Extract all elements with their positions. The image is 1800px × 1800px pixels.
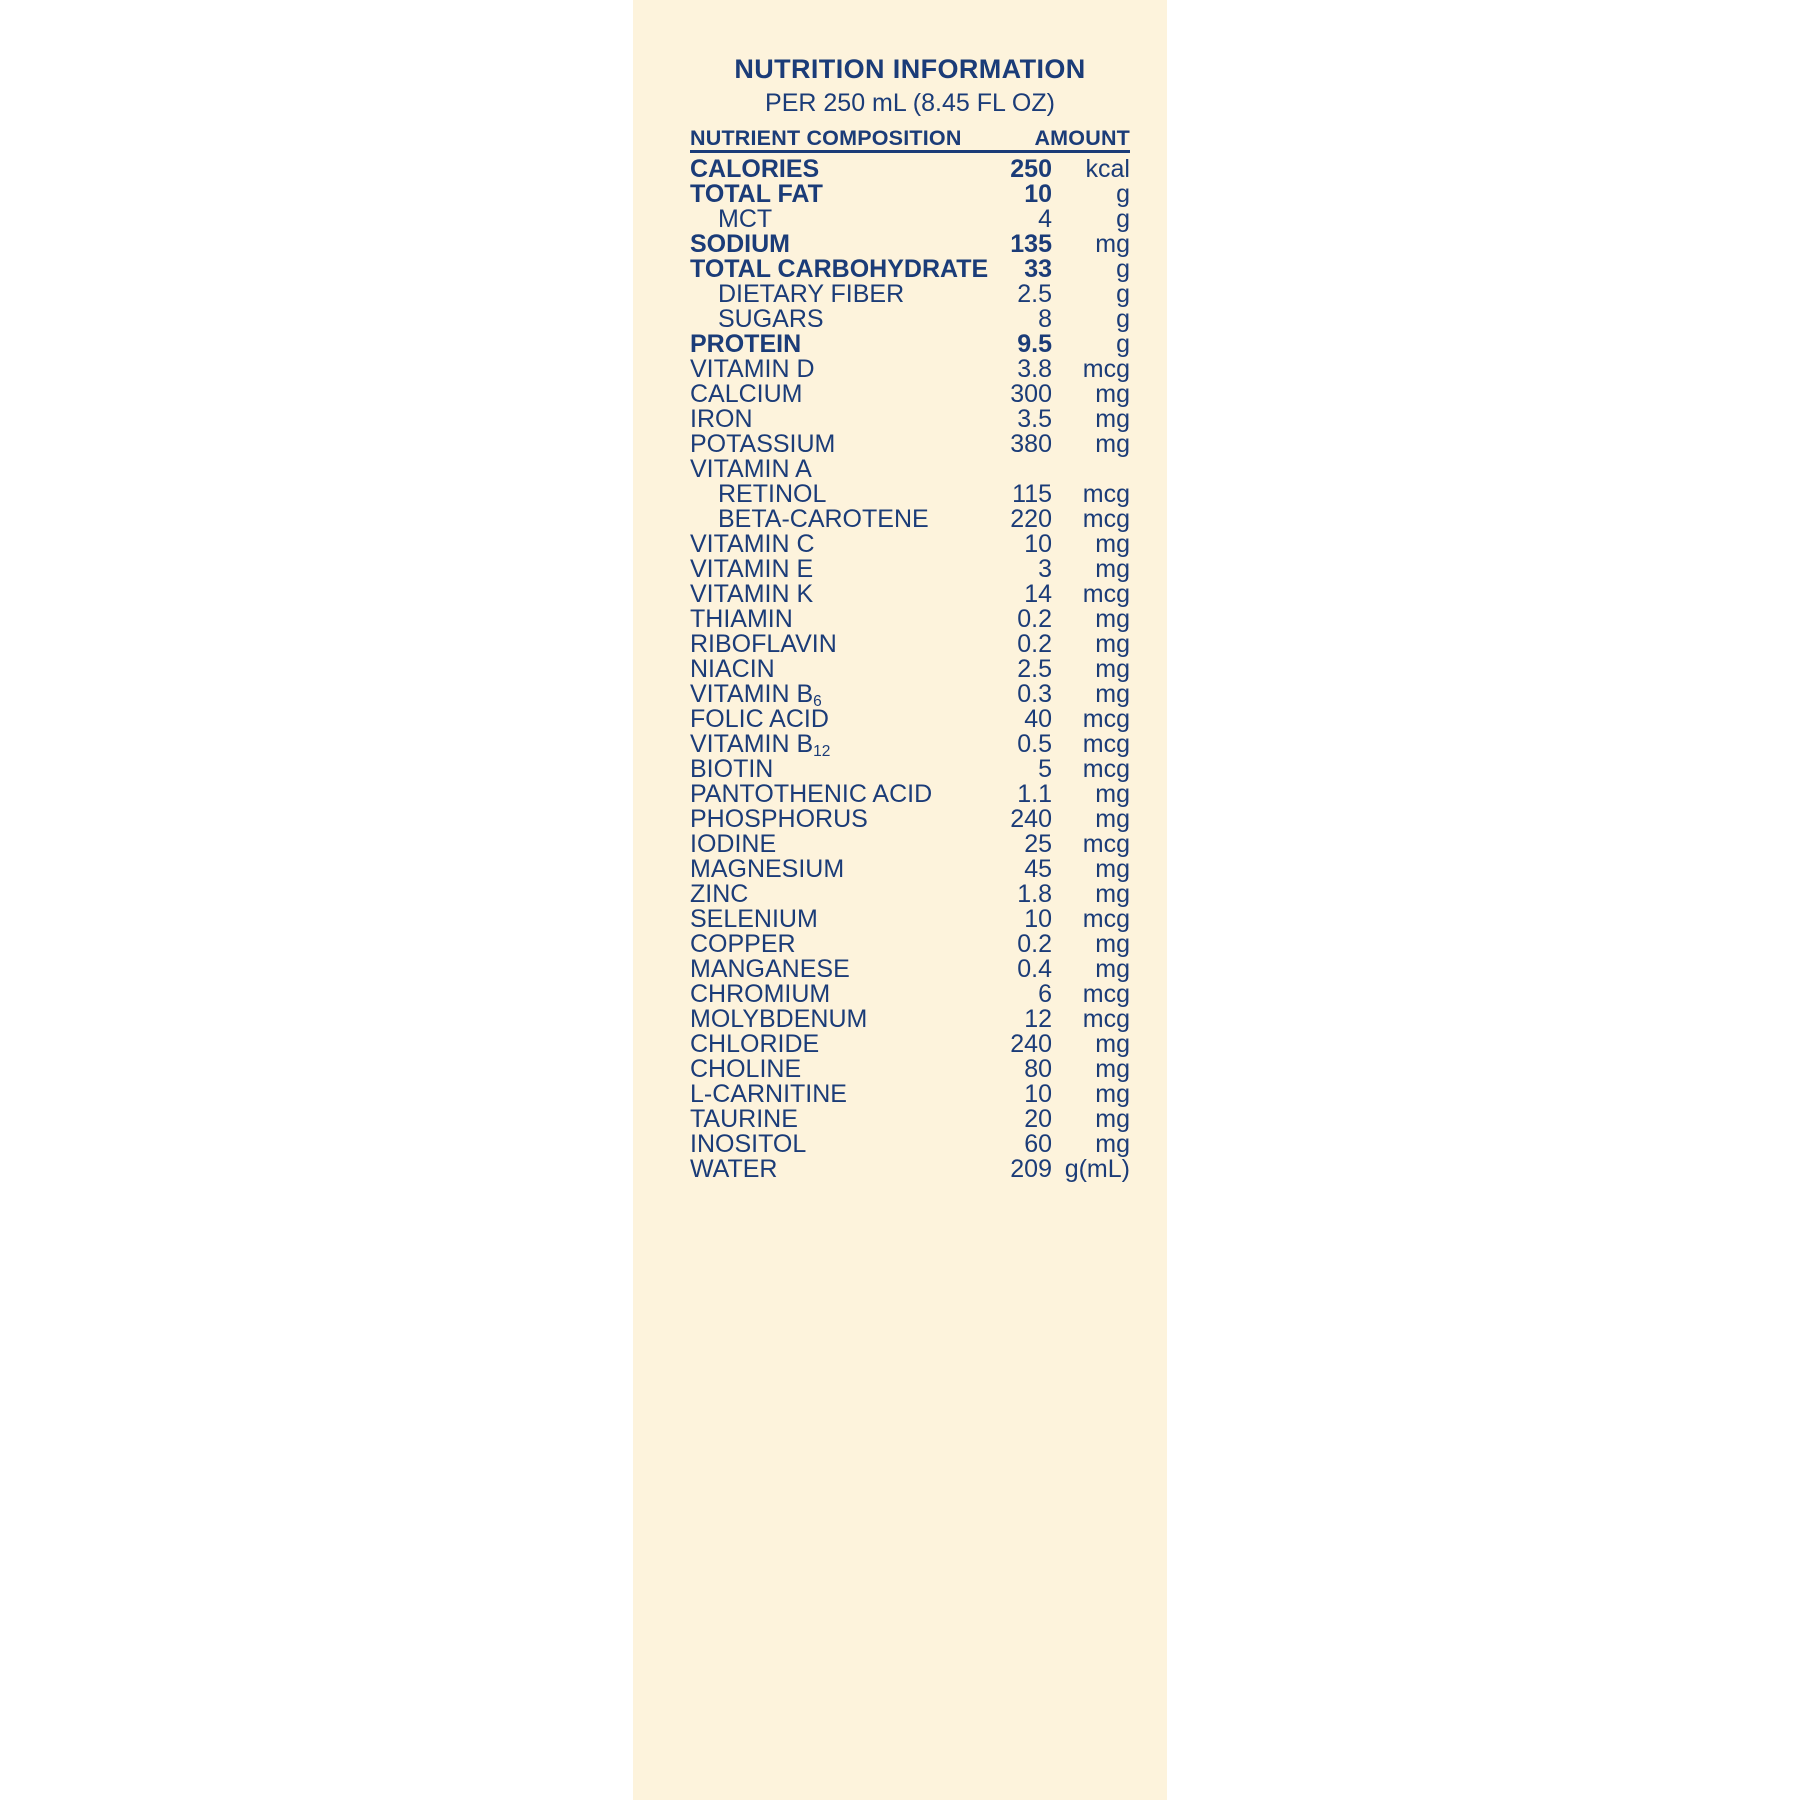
nutrient-amount: 5 — [1038, 754, 1052, 783]
table-row — [690, 807, 1130, 832]
nutrient-unit: g — [1116, 329, 1130, 358]
nutrient-amount: 10 — [1024, 1079, 1052, 1108]
table-row — [690, 282, 1130, 307]
nutrient-amount: 250 — [1010, 154, 1052, 183]
table-row — [690, 632, 1130, 657]
nutrient-name: CHLORIDE — [690, 1029, 820, 1058]
nutrient-unit: mg — [1095, 779, 1130, 808]
table-row — [690, 407, 1130, 432]
nutrient-name: TAURINE — [690, 1104, 798, 1133]
nutrient-amount: 380 — [1010, 429, 1052, 458]
nutrient-name: TOTAL FAT — [690, 179, 823, 208]
nutrient-name: BIOTIN — [690, 754, 774, 783]
table-row — [690, 1082, 1130, 1107]
table-row — [690, 607, 1130, 632]
nutrient-amount: 135 — [1010, 229, 1052, 258]
table-row — [690, 957, 1130, 982]
table-row — [690, 782, 1130, 807]
nutrient-unit: mg — [1095, 229, 1130, 258]
nutrient-name: NIACIN — [690, 654, 775, 683]
column-header-amount: AMOUNT — [1000, 128, 1130, 151]
table-row — [690, 1057, 1130, 1082]
nutrition-information-label — [690, 55, 1130, 1182]
nutrient-amount: 45 — [1024, 854, 1052, 883]
table-row — [690, 757, 1130, 782]
nutrient-unit: mg — [1095, 1029, 1130, 1058]
nutrient-name: FOLIC ACID — [690, 704, 829, 733]
nutrient-unit: mg — [1095, 854, 1130, 883]
nutrient-name: INOSITOL — [690, 1129, 807, 1158]
nutrient-amount: 80 — [1024, 1054, 1052, 1083]
nutrient-amount: 2.5 — [1017, 279, 1052, 308]
table-row — [690, 382, 1130, 407]
nutrient-amount: 8 — [1038, 304, 1052, 333]
nutrient-unit: mg — [1095, 1104, 1130, 1133]
table-row — [690, 907, 1130, 932]
nutrient-amount: 115 — [1012, 479, 1052, 508]
table-row — [690, 1107, 1130, 1132]
nutrient-amount: 33 — [1024, 254, 1052, 283]
table-row — [690, 1132, 1130, 1157]
nutrient-amount: 60 — [1024, 1129, 1052, 1158]
nutrient-amount: 240 — [1010, 804, 1052, 833]
nutrient-name: L-CARNITINE — [690, 1079, 847, 1108]
nutrient-unit: mg — [1095, 679, 1130, 708]
nutrient-name: DIETARY FIBER — [718, 279, 905, 308]
nutrient-name: VITAMIN A — [690, 454, 812, 483]
nutrient-name: CALCIUM — [690, 379, 803, 408]
nutrient-name: PROTEIN — [690, 329, 802, 358]
nutrient-amount: 2.5 — [1017, 654, 1052, 683]
table-row — [690, 357, 1130, 382]
nutrient-amount: 9.5 — [1017, 329, 1052, 358]
nutrient-name: COPPER — [690, 929, 796, 958]
table-row — [690, 182, 1130, 207]
nutrient-amount: 10 — [1024, 179, 1052, 208]
nutrient-unit: mcg — [1082, 729, 1130, 758]
table-row — [690, 682, 1130, 707]
nutrient-name: PHOSPHORUS — [690, 804, 868, 833]
nutrient-unit: g — [1116, 254, 1130, 283]
nutrient-name: SODIUM — [690, 229, 790, 258]
nutrition-table-body — [690, 128, 1130, 1182]
nutrient-unit: mg — [1095, 654, 1130, 683]
nutrient-unit: mg — [1095, 804, 1130, 833]
nutrient-name: VITAMIN D — [690, 354, 815, 383]
nutrient-unit: mcg — [1082, 579, 1130, 608]
nutrient-amount: 10 — [1024, 904, 1052, 933]
nutrient-amount: 0.2 — [1017, 929, 1052, 958]
nutrient-name: MAGNESIUM — [690, 854, 845, 883]
nutrient-unit: mcg — [1082, 479, 1130, 508]
nutrient-amount: 0.4 — [1017, 954, 1052, 983]
nutrient-unit: mg — [1095, 379, 1130, 408]
serving-size-subtitle: PER 250 mL (8.45 FL OZ) — [765, 88, 1055, 117]
nutrient-unit: mg — [1095, 929, 1130, 958]
table-row — [690, 557, 1130, 582]
nutrient-amount: 220 — [1010, 504, 1052, 533]
table-row — [690, 982, 1130, 1007]
nutrient-amount: 10 — [1024, 529, 1052, 558]
nutrient-unit: mcg — [1082, 979, 1130, 1008]
table-row — [690, 707, 1130, 732]
nutrient-unit: mg — [1095, 404, 1130, 433]
nutrient-unit: mg — [1095, 1129, 1130, 1158]
nutrient-name: CALORIES — [690, 154, 820, 183]
nutrient-amount: 25 — [1024, 829, 1052, 858]
table-row — [690, 257, 1130, 282]
nutrient-amount: 0.2 — [1017, 629, 1052, 658]
table-row — [690, 507, 1130, 532]
nutrient-name: CHROMIUM — [690, 979, 831, 1008]
nutrient-name: BETA-CAROTENE — [718, 504, 929, 533]
nutrient-unit: mg — [1095, 429, 1130, 458]
nutrient-amount: 4 — [1038, 204, 1052, 233]
table-row — [690, 882, 1130, 907]
nutrient-name: THIAMIN — [690, 604, 793, 633]
nutrient-name: PANTOTHENIC ACID — [690, 779, 933, 808]
nutrient-unit: mg — [1095, 554, 1130, 583]
table-row — [690, 832, 1130, 857]
nutrient-name: POTASSIUM — [690, 429, 836, 458]
nutrient-name: VITAMIN K — [690, 579, 814, 608]
nutrient-unit: g — [1116, 304, 1130, 333]
nutrient-amount: 3 — [1038, 554, 1052, 583]
table-row — [690, 1157, 1130, 1182]
nutrient-unit — [1052, 457, 1130, 482]
table-row — [690, 432, 1130, 457]
nutrient-name: CHOLINE — [690, 1054, 802, 1083]
nutrient-unit: mcg — [1082, 504, 1130, 533]
nutrient-unit: mg — [1095, 879, 1130, 908]
nutrient-unit: mg — [1095, 1054, 1130, 1083]
nutrient-amount: 3.5 — [1017, 404, 1052, 433]
nutrient-unit: mg — [1095, 629, 1130, 658]
nutrient-name: WATER — [690, 1154, 778, 1183]
nutrient-amount: 3.8 — [1017, 354, 1052, 383]
nutrient-name: IODINE — [690, 829, 777, 858]
nutrient-name: IRON — [690, 404, 753, 433]
table-row — [690, 307, 1130, 332]
nutrient-amount: 209 — [1010, 1154, 1052, 1183]
nutrient-name: VITAMIN $B_6$ — [690, 679, 822, 710]
nutrient-unit: mcg — [1082, 904, 1130, 933]
page-title: NUTRITION INFORMATION — [734, 54, 1086, 84]
nutrient-name: MCT — [718, 204, 773, 233]
table-row — [690, 1032, 1130, 1057]
nutrient-unit: g(mL) — [1064, 1154, 1130, 1183]
nutrient-name: MOLYBDENUM — [690, 1004, 868, 1033]
nutrient-amount: 1.8 — [1017, 879, 1052, 908]
nutrient-amount: 0.2 — [1017, 604, 1052, 633]
nutrient-unit: mcg — [1082, 1004, 1130, 1033]
nutrient-name: SUGARS — [718, 304, 824, 333]
nutrition-table — [690, 128, 1130, 1182]
nutrient-unit: mcg — [1082, 829, 1130, 858]
table-row — [690, 457, 1130, 482]
nutrient-name: RIBOFLAVIN — [690, 629, 837, 658]
nutrient-name: VITAMIN E — [690, 554, 814, 583]
table-row — [690, 482, 1130, 507]
table-header-row — [690, 128, 1130, 151]
nutrient-unit: mcg — [1082, 704, 1130, 733]
table-row — [690, 657, 1130, 682]
nutrient-unit: mg — [1095, 954, 1130, 983]
table-row — [690, 532, 1130, 557]
nutrient-name: TOTAL CARBOHYDRATE — [690, 254, 989, 283]
nutrient-name: VITAMIN C — [690, 529, 815, 558]
table-row — [690, 932, 1130, 957]
nutrient-unit: mg — [1095, 1079, 1130, 1108]
nutrient-unit: g — [1116, 204, 1130, 233]
nutrient-unit: g — [1116, 179, 1130, 208]
nutrient-unit: mg — [1095, 604, 1130, 633]
nutrient-amount: 0.3 — [1017, 679, 1052, 708]
table-row — [690, 207, 1130, 232]
nutrient-amount: 240 — [1010, 1029, 1052, 1058]
nutrient-amount — [1000, 457, 1052, 482]
table-row — [690, 732, 1130, 757]
table-row — [690, 1007, 1130, 1032]
nutrient-unit: g — [1116, 279, 1130, 308]
nutrient-amount: 6 — [1038, 979, 1052, 1008]
nutrient-amount: 300 — [1010, 379, 1052, 408]
nutrient-amount: 1.1 — [1017, 779, 1052, 808]
nutrient-name: ZINC — [690, 879, 749, 908]
nutrient-unit: mcg — [1082, 354, 1130, 383]
table-row — [690, 582, 1130, 607]
nutrient-amount: 14 — [1024, 579, 1052, 608]
nutrient-name: RETINOL — [718, 479, 827, 508]
column-header-nutrient: NUTRIENT COMPOSITION — [690, 128, 1000, 151]
nutrient-amount: 40 — [1024, 704, 1052, 733]
nutrient-name: MANGANESE — [690, 954, 850, 983]
nutrient-amount: 20 — [1024, 1104, 1052, 1133]
nutrient-unit: kcal — [1085, 154, 1130, 183]
table-row — [690, 332, 1130, 357]
table-row — [690, 857, 1130, 882]
nutrient-amount: 0.5 — [1017, 729, 1052, 758]
nutrient-amount: 12 — [1024, 1004, 1052, 1033]
nutrient-name: VITAMIN $B_{12}$ — [690, 729, 831, 760]
table-row — [690, 232, 1130, 257]
nutrient-unit: mcg — [1082, 754, 1130, 783]
table-row — [690, 157, 1130, 182]
nutrient-unit: mg — [1095, 529, 1130, 558]
nutrient-name: SELENIUM — [690, 904, 818, 933]
